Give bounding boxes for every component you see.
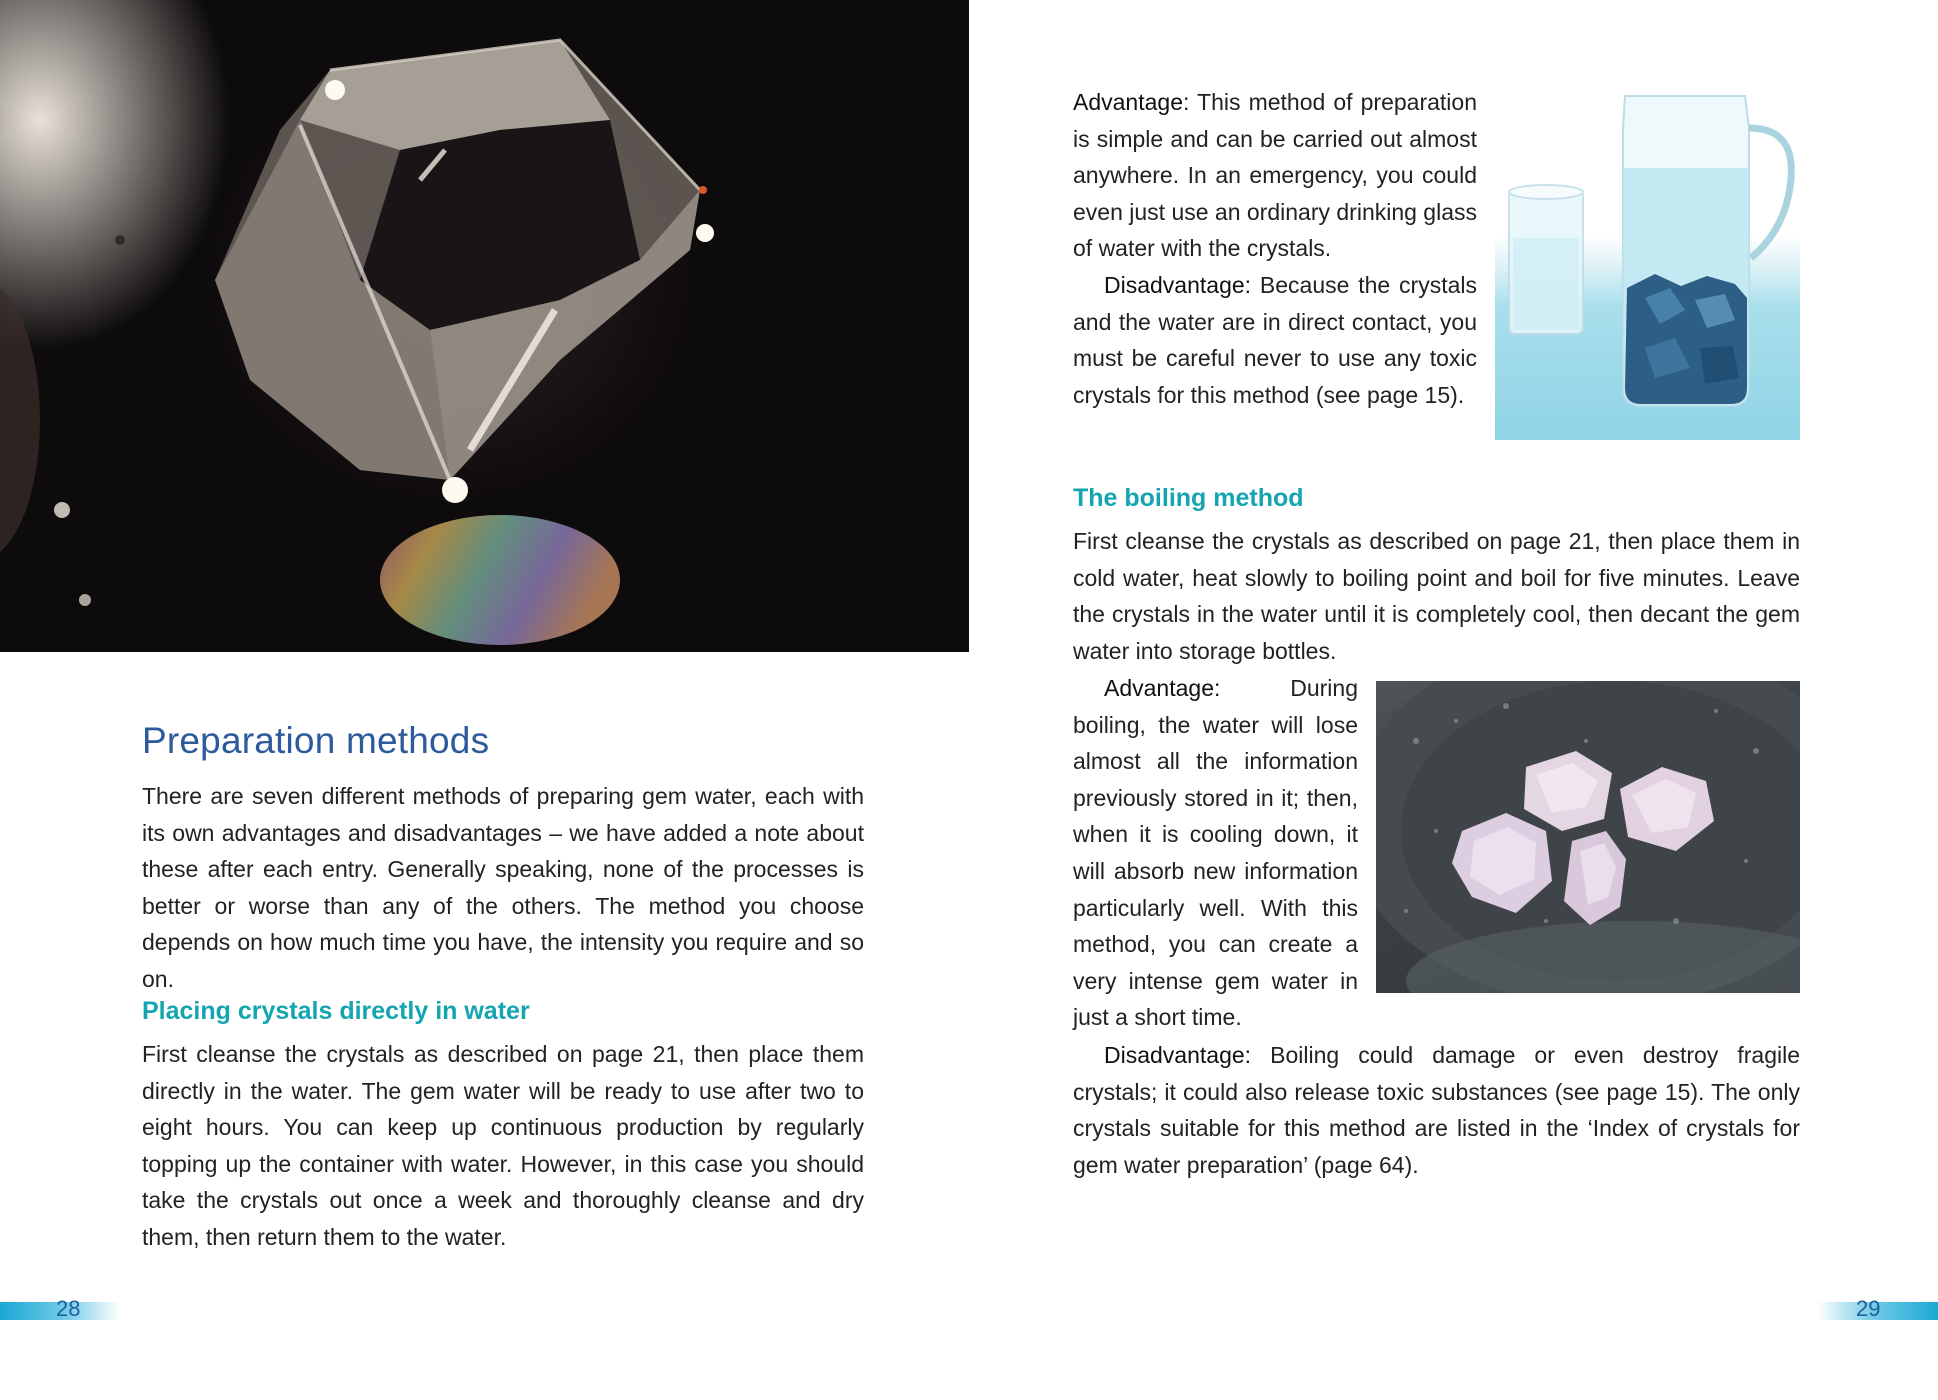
rose-quartz-in-pan-image [1376, 681, 1800, 993]
direct-method-paragraph: First cleanse the crystals as described on page 21, then place them directly in the water. The gem water will be ready to use after two to eight hours. You can keep up continuous production by regularly topping up the container with water. However, in this case you should take the crystals out once a week and thoroughly cleanse and dry them, then return them to the water. [142, 1041, 864, 1250]
page-number-right: 29 [1856, 1296, 1881, 1321]
disadvantage-text: Because the crystals and the water are in direct contact, you must be careful never to use any toxic crystals for this method (see page 15). [1073, 271, 1477, 408]
boiling-pan-photo [1376, 681, 1800, 993]
octahedral-crystal-image [0, 0, 969, 652]
boiling-method-paragraph: First cleanse the crystals as described on page 21, then place them in cold water, heat slowly to boiling point and boil for five minutes. Leave the crystals in the water until it is completely cool, then decant the gem water into storage bottles. [1073, 528, 1800, 664]
advantage-paragraph-direct [1073, 84, 1477, 267]
section-heading-boiling: The boiling method [1073, 484, 1304, 512]
disadvantage-paragraph-direct [1073, 267, 1477, 413]
section-heading-direct: Placing crystals directly in water [142, 997, 530, 1025]
water-jug-photo [1495, 88, 1800, 440]
advantage-text: This method of preparation is simple and can be carried out almost anywhere. In an emergency, you could even just use an ordinary drinking glass of water with the crystals. [1073, 89, 1478, 262]
jug-and-glass-image [1495, 88, 1800, 440]
disadvantage-text: Boiling could damage or even destroy fragile crystals; it could also release toxic substances (see page 15). The only crystals suitable for this method are listed in the ‘Index of crystals for gem water preparation’ (page 64). [1073, 1042, 1800, 1178]
intro-paragraph: There are seven different methods of preparing gem water, each with its own advantages and disadvantages – we have added a note about these after each entry. Generally speaking, none of the processes is better or worse than any of the others. The method you choose depends on how much time you have, the intensity you require and so on. [142, 783, 864, 992]
page-title: Preparation methods [142, 720, 490, 761]
advantage-label: Advantage: [1073, 89, 1190, 115]
disadvantage-label: Disadvantage: [1104, 271, 1252, 298]
direct-method-pros-cons [1073, 84, 1477, 413]
disadvantage-label: Disadvantage: [1104, 1042, 1252, 1068]
advantage-paragraph-boiling [1073, 670, 1358, 1036]
advantage-label: Advantage: [1104, 675, 1221, 701]
disadvantage-paragraph-boiling [1073, 1037, 1800, 1183]
page-number-left: 28 [56, 1296, 81, 1321]
advantage-text: During boiling, the water will lose almost all the information previously stored in it; then, when it is cooling down, it will absorb new information particularly well. With this method, you can create a very intense gem water in just a short time. [1073, 675, 1358, 1031]
crystal-photo [0, 0, 969, 652]
